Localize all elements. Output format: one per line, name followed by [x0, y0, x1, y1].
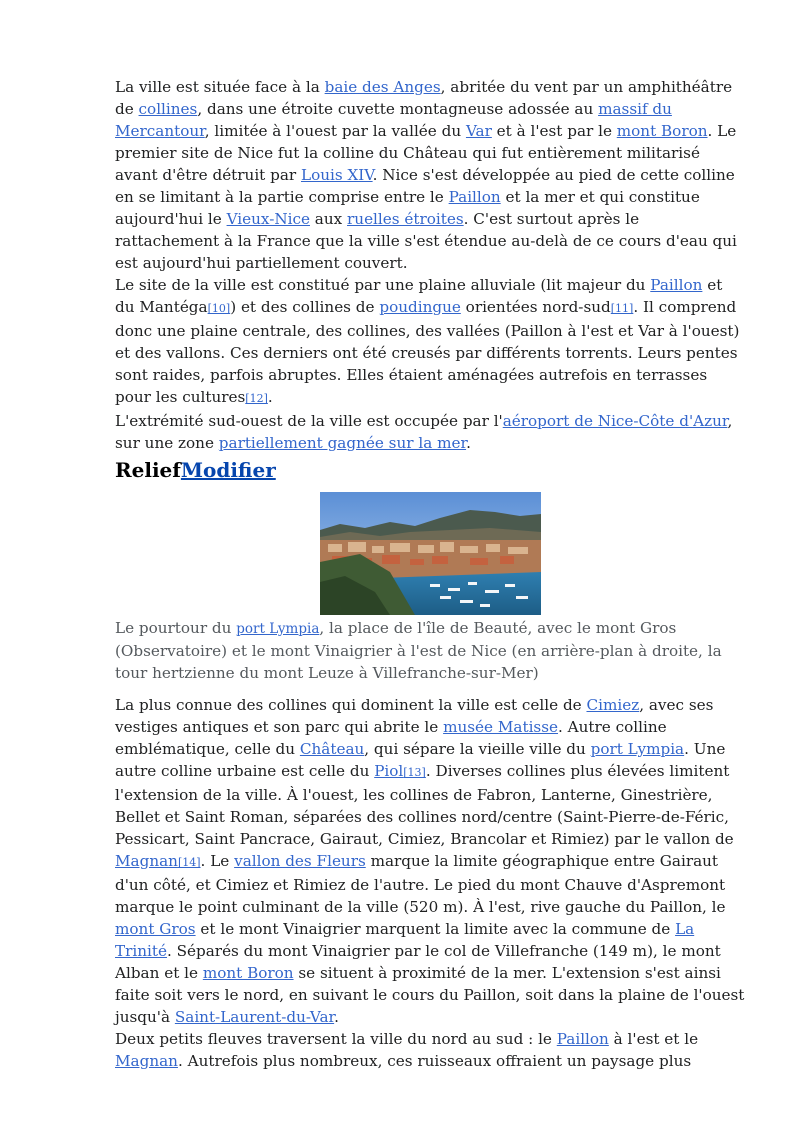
figure	[115, 492, 745, 684]
text: , sur une zone	[115, 412, 733, 452]
reference-link[interactable]: [11]	[610, 302, 634, 315]
link-var[interactable]: Var	[465, 122, 492, 140]
link-collines[interactable]: collines	[138, 100, 198, 118]
link-poudingue[interactable]: poudingue	[379, 298, 461, 316]
figure-caption	[115, 617, 745, 684]
reference-link[interactable]: [10]	[207, 302, 231, 315]
text: , qui sépare la vieille ville du	[364, 740, 591, 758]
text: . Il comprend donc une plaine centrale, des collines, des vallées (Paillon à l'est et Var à l'ouest) et des vallons. Ces derniers ont été creusés par différents torrents. Leurs pentes sont raides, parfois abruptes. Elles étaient aménagées autrefois en terrasses pour les cultures	[115, 298, 740, 406]
text: . Le	[200, 852, 235, 870]
link-louis-xiv[interactable]: Louis XIV	[300, 166, 373, 184]
text: Le pourtour du	[115, 619, 237, 637]
text: marque la limite géographique entre Gairaut d'un côté, et Cimiez et Rimiez de l'autre. Le pied du mont Chauve d'Aspremont marque le point culminant de la ville (520 m). À l'est, rive gauche du Paillon, le	[115, 852, 726, 916]
paragraph-site	[115, 76, 745, 274]
port-lympia-photo	[320, 492, 541, 615]
link-zone-gagnee-sur-la-mer[interactable]: partiellement gagnée sur la mer	[218, 434, 467, 452]
text: Deux petits fleuves traversent la ville du nord au sud : le	[115, 1030, 557, 1048]
text: .	[334, 1008, 339, 1026]
link-aeroport[interactable]: aéroport de Nice-Côte d'Azur	[502, 412, 728, 430]
text: . Autre colline emblématique, celle du	[115, 718, 667, 758]
text: . Nice s'est développée au pied de cette colline en se limitant à la partie comprise entre le	[115, 166, 735, 206]
text: .	[466, 434, 471, 452]
article-body	[115, 76, 745, 1072]
text: et le mont Vinaigrier marquent la limite avec la commune de	[195, 920, 676, 938]
reference-link[interactable]: [14]	[177, 856, 201, 869]
text: La plus connue des collines qui dominent la ville est celle de	[115, 696, 587, 714]
text: , limitée à l'ouest par la vallée du	[204, 122, 466, 140]
link-port-lympia[interactable]: port Lympia	[590, 740, 685, 758]
text: ) et des collines de	[230, 298, 380, 316]
paragraph-aeroport	[115, 410, 745, 454]
section-heading-relief	[115, 456, 745, 484]
link-magnan[interactable]: Magnan	[115, 1052, 178, 1070]
text: , abritée du vent par un amphithéâtre de	[115, 78, 733, 118]
text: et la mer et qui constitue aujourd'hui le	[115, 188, 700, 228]
text: à l'est et le	[608, 1030, 699, 1048]
text: . Une autre colline urbaine est celle du	[115, 740, 726, 780]
link-la-trinite[interactable]: La Trinité	[115, 920, 695, 960]
link-piol[interactable]: Piol	[374, 762, 404, 780]
link-mont-gros[interactable]: mont Gros	[115, 920, 196, 938]
text: . Le premier site de Nice fut la colline du Château qui fut entièrement militarisé avant d'être détruit par	[115, 122, 737, 184]
link-ruelles-etroites[interactable]: ruelles étroites	[347, 210, 464, 228]
text: , dans une étroite cuvette montagneuse adossée au	[197, 100, 599, 118]
link-vallon-des-fleurs[interactable]: vallon des Fleurs	[234, 852, 366, 870]
link-port-lympia[interactable]: port Lympia	[236, 621, 320, 637]
link-magnan[interactable]: Magnan	[115, 852, 178, 870]
reference-link[interactable]: [13]	[403, 766, 426, 779]
paragraph-plaine	[115, 274, 745, 410]
text: . Diverses collines plus élevées limitent l'extension de la ville. À l'ouest, les collines de Fabron, Lanterne, Ginestrière, Bellet et Saint Roman, séparées des collines nord/centre (Saint-Pierre-de-Féric, Pessicart, Saint Pancrace, Gairaut, Cimiez, Brancolar et Rimiez) par le vallon de	[115, 762, 734, 848]
paragraph-collines	[115, 694, 745, 1028]
edit-section-link[interactable]: Modifier	[180, 458, 276, 482]
link-cimiez[interactable]: Cimiez	[586, 696, 640, 714]
text: et du Mantéga	[115, 276, 723, 316]
link-paillon[interactable]: Paillon	[448, 188, 501, 206]
text: se situent à proximité de la mer. L'extension s'est ainsi faite soit vers le nord, en suivant le cours du Paillon, soit dans la plaine de l'ouest jusqu'à	[115, 964, 745, 1026]
link-mont-boron[interactable]: mont Boron	[202, 964, 294, 982]
heading-title: Relief	[115, 458, 181, 482]
link-saint-laurent-du-var[interactable]: Saint-Laurent-du-Var	[174, 1008, 335, 1026]
text: et à l'est par le	[491, 122, 617, 140]
text: .	[267, 388, 273, 406]
link-paillon[interactable]: Paillon	[650, 276, 703, 294]
text: . Autrefois plus nombreux, ces ruisseaux offraient un paysage plus	[177, 1052, 692, 1070]
text: La ville est située face à la	[115, 78, 325, 96]
paragraph-fleuves	[115, 1028, 745, 1072]
text: Le site de la ville est constitué par une plaine alluviale (lit majeur du	[115, 276, 651, 294]
text: , la place de l'île de Beauté, avec le mont Gros (Observatoire) et le mont Vinaigrier à l'est de Nice (en arrière-plan à droite, la tour hertzienne du mont Leuze à Villefranche-sur-Mer)	[115, 619, 722, 682]
reference-link[interactable]: [12]	[245, 392, 268, 405]
link-chateau[interactable]: Château	[299, 740, 365, 758]
link-mont-boron[interactable]: mont Boron	[616, 122, 708, 140]
text: L'extrémité sud-ouest de la ville est occupée par l'	[115, 412, 503, 430]
link-massif-du-mercantour[interactable]: massif du Mercantour	[115, 100, 672, 140]
text: orientées nord-sud	[460, 298, 611, 316]
text: . C'est surtout après le rattachement à la France que la ville s'est étendue au-delà de ce cours d'eau qui est aujourd'hui partiellement couvert.	[115, 210, 737, 272]
link-paillon[interactable]: Paillon	[556, 1030, 609, 1048]
link-vieux-nice[interactable]: Vieux-Nice	[226, 210, 310, 228]
text: , avec ses vestiges antiques et son parc qui abrite le	[115, 696, 714, 736]
text: . Séparés du mont Vinaigrier par le col de Villefranche (149 m), le mont Alban et le	[115, 942, 721, 982]
link-baie-des-anges[interactable]: baie des Anges	[324, 78, 441, 96]
link-musee-matisse[interactable]: musée Matisse	[443, 718, 559, 736]
text: aux	[309, 210, 348, 228]
